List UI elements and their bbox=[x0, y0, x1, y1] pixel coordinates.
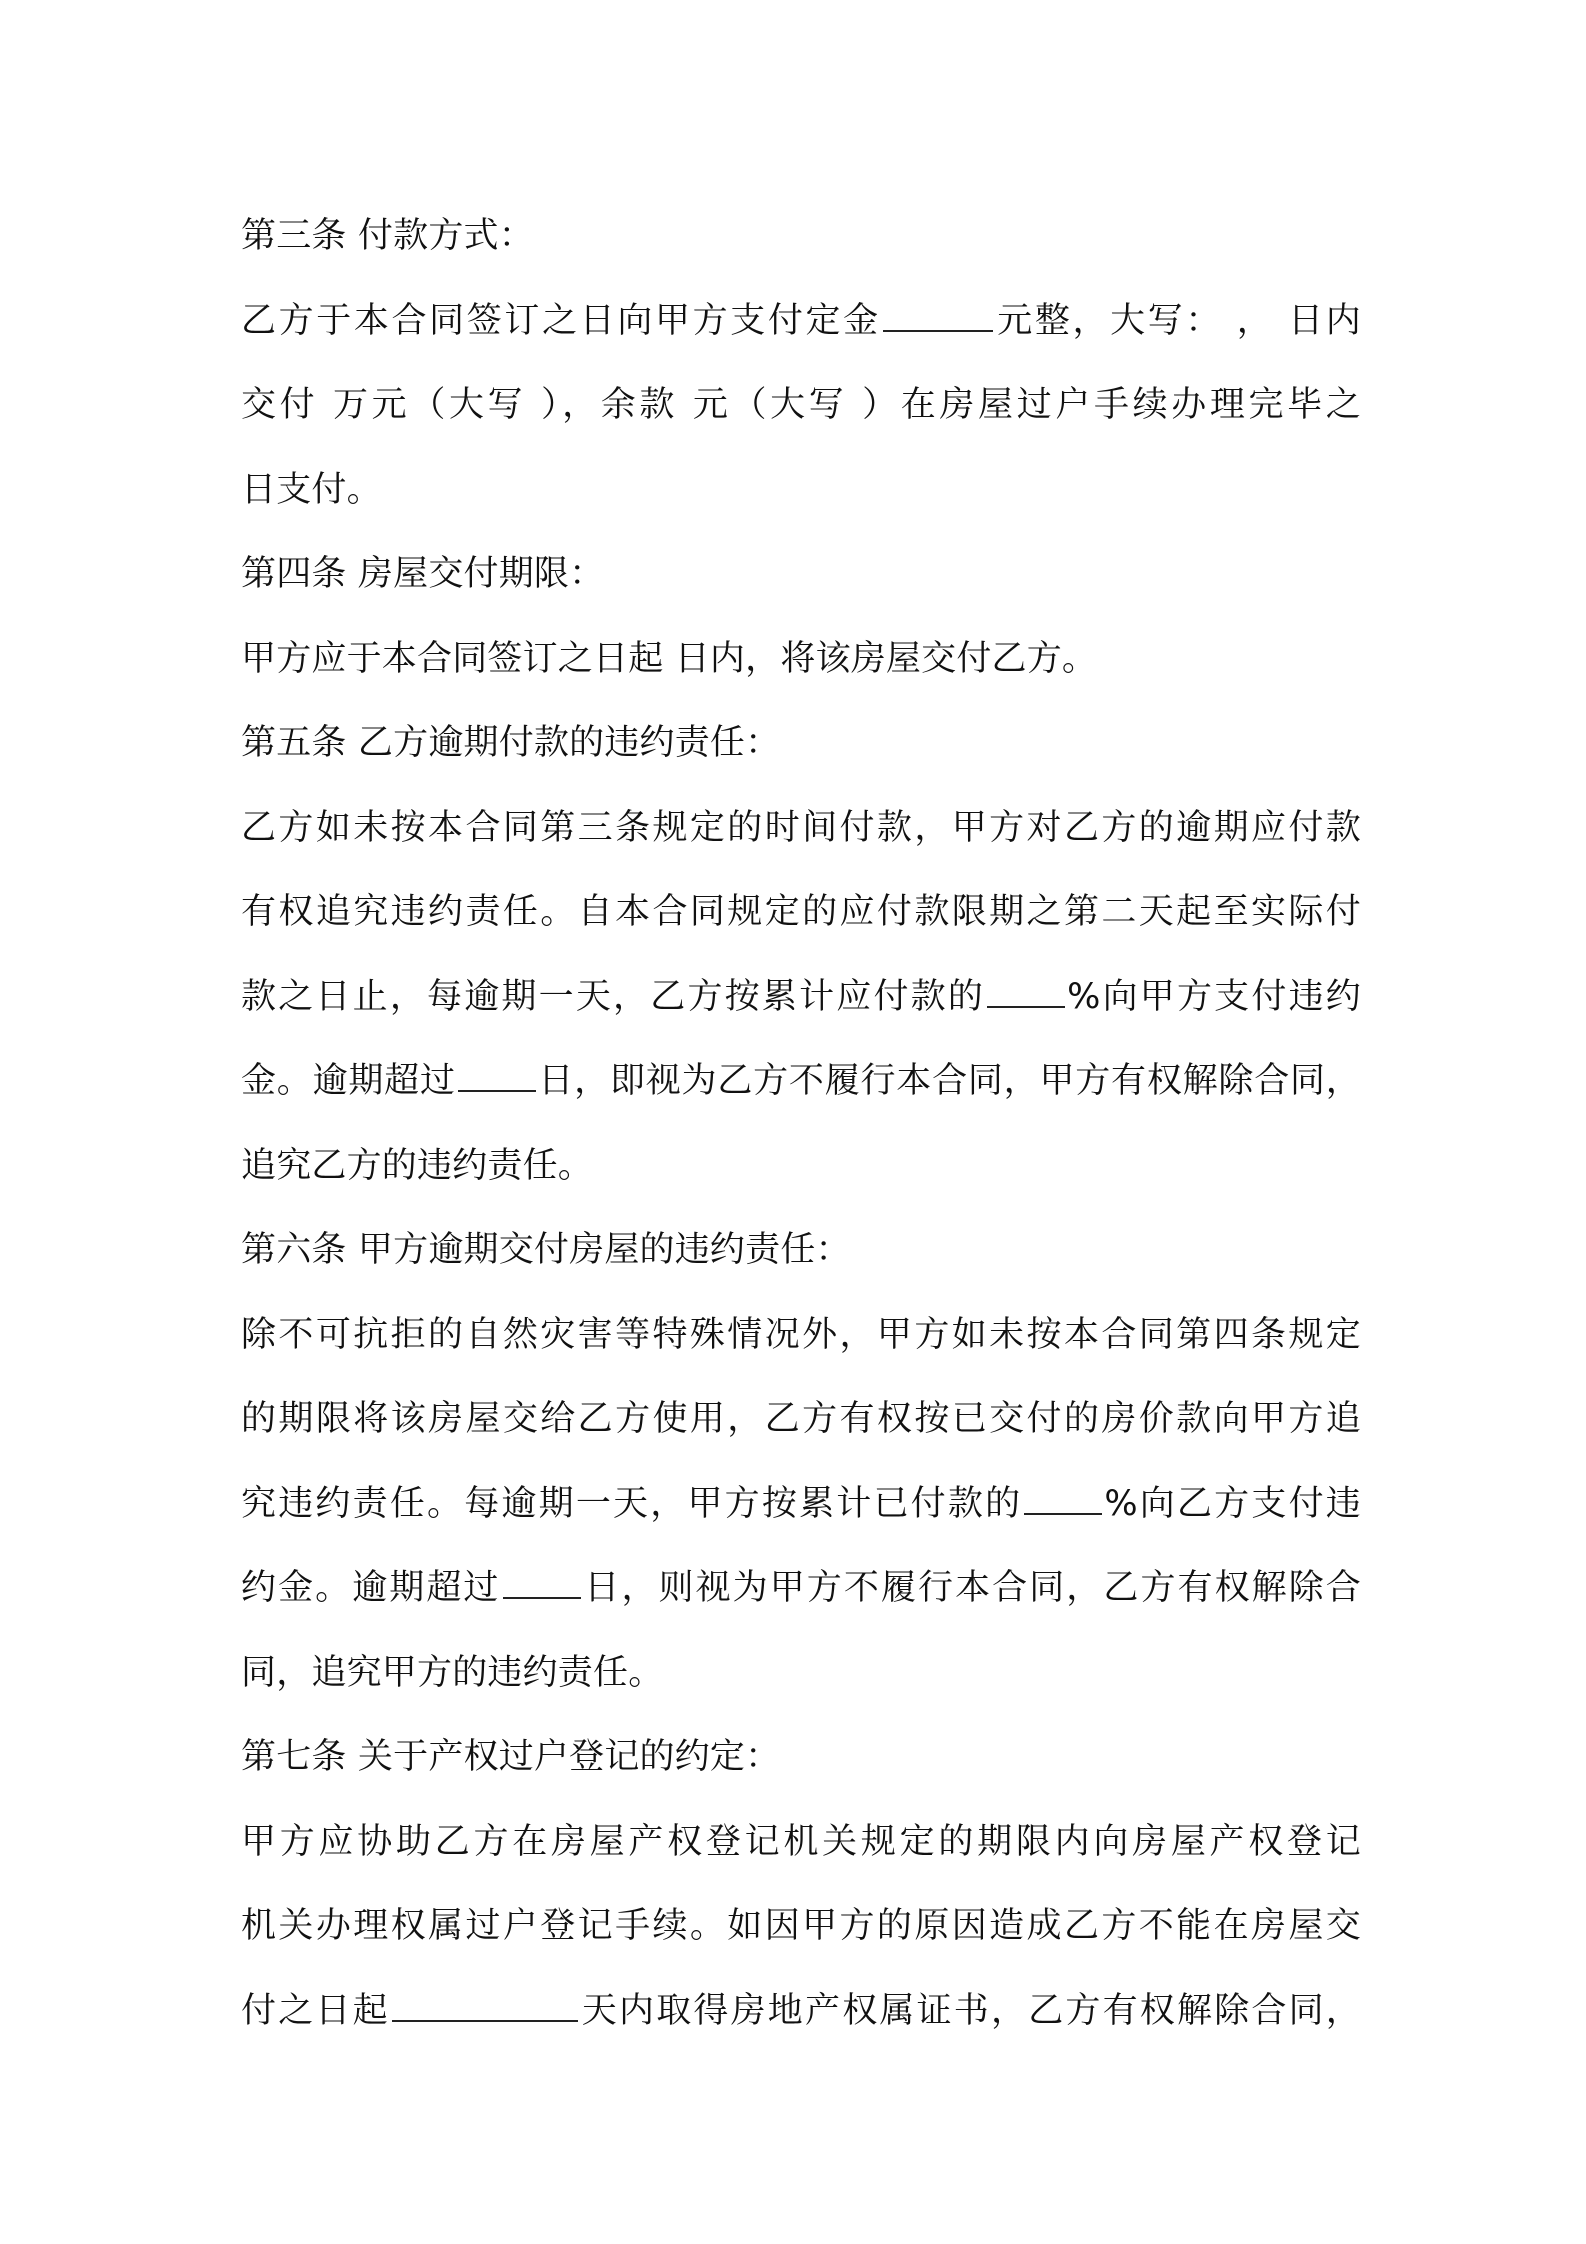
article-4-heading: 第四条 房屋交付期限： bbox=[241, 554, 605, 594]
article-6-line-3: 究违约责任。每逾期一天，甲方按累计已付款的 %向乙方支付违 bbox=[241, 1483, 1361, 1524]
article-6-line-1: 除不可抗拒的自然灾害等特殊情况外，甲方如未按本合同第四条规定 bbox=[241, 1314, 1361, 1355]
article-3-heading: 第三条 付款方式： bbox=[241, 216, 534, 256]
article-3-line-3: 日支付。 bbox=[241, 469, 382, 510]
fill-blank bbox=[458, 1089, 536, 1092]
article-7-line-1: 甲方应协助乙方在房屋产权登记机关规定的期限内向房屋产权登记 bbox=[241, 1821, 1361, 1862]
article-6-line-4: 约金。逾期超过 日，则视为甲方不履行本合同，乙方有权解除合 bbox=[241, 1568, 1361, 1608]
article-7-line-3: 付之日起 天内取得房地产权属证书，乙方有权解除合同， bbox=[241, 1990, 1362, 2031]
article-5-line-1: 乙方如未按本合同第三条规定的时间付款，甲方对乙方的逾期应付款 bbox=[241, 807, 1361, 848]
article-5-line-2: 有权追究违约责任。自本合同规定的应付款限期之第二天起至实际付 bbox=[241, 892, 1361, 932]
article-4-line-1: 甲方应于本合同签订之日起 日内，将该房屋交付乙方。 bbox=[241, 638, 1098, 679]
article-7-heading: 第七条 关于产权过户登记的约定： bbox=[241, 1737, 781, 1777]
fill-blank bbox=[1024, 1512, 1102, 1515]
article-3-line-2: 交付 万元（大写 ），余款 元（大写 ）在房屋过户手续办理完毕之 bbox=[241, 385, 1361, 425]
article-5-line-4: 金。逾期超过 日，即视为乙方不履行本合同，甲方有权解除合同， bbox=[241, 1061, 1361, 1101]
article-6-line-5: 同，追究甲方的违约责任。 bbox=[241, 1652, 664, 1693]
article-6-line-2: 的期限将该房屋交给乙方使用，乙方有权按已交付的房价款向甲方追 bbox=[241, 1399, 1361, 1439]
fill-blank bbox=[883, 329, 993, 332]
fill-blank bbox=[392, 2019, 578, 2022]
article-5-line-5: 追究乙方的违约责任。 bbox=[241, 1145, 594, 1186]
fill-blank bbox=[987, 1005, 1065, 1008]
article-5-line-3: 款之日止，每逾期一天，乙方按累计应付款的 %向甲方支付违约 bbox=[241, 976, 1361, 1017]
article-5-heading: 第五条 乙方逾期付款的违约责任： bbox=[241, 723, 781, 763]
article-3-line-1: 乙方于本合同签订之日向甲方支付定金 元整，大写： ， 日内 bbox=[241, 300, 1362, 341]
article-7-line-2: 机关办理权属过户登记手续。如因甲方的原因造成乙方不能在房屋交 bbox=[241, 1906, 1361, 1946]
contract-body bbox=[241, 194, 1361, 2053]
article-6-heading: 第六条 甲方逾期交付房屋的违约责任： bbox=[241, 1230, 851, 1270]
fill-blank bbox=[503, 1596, 581, 1599]
